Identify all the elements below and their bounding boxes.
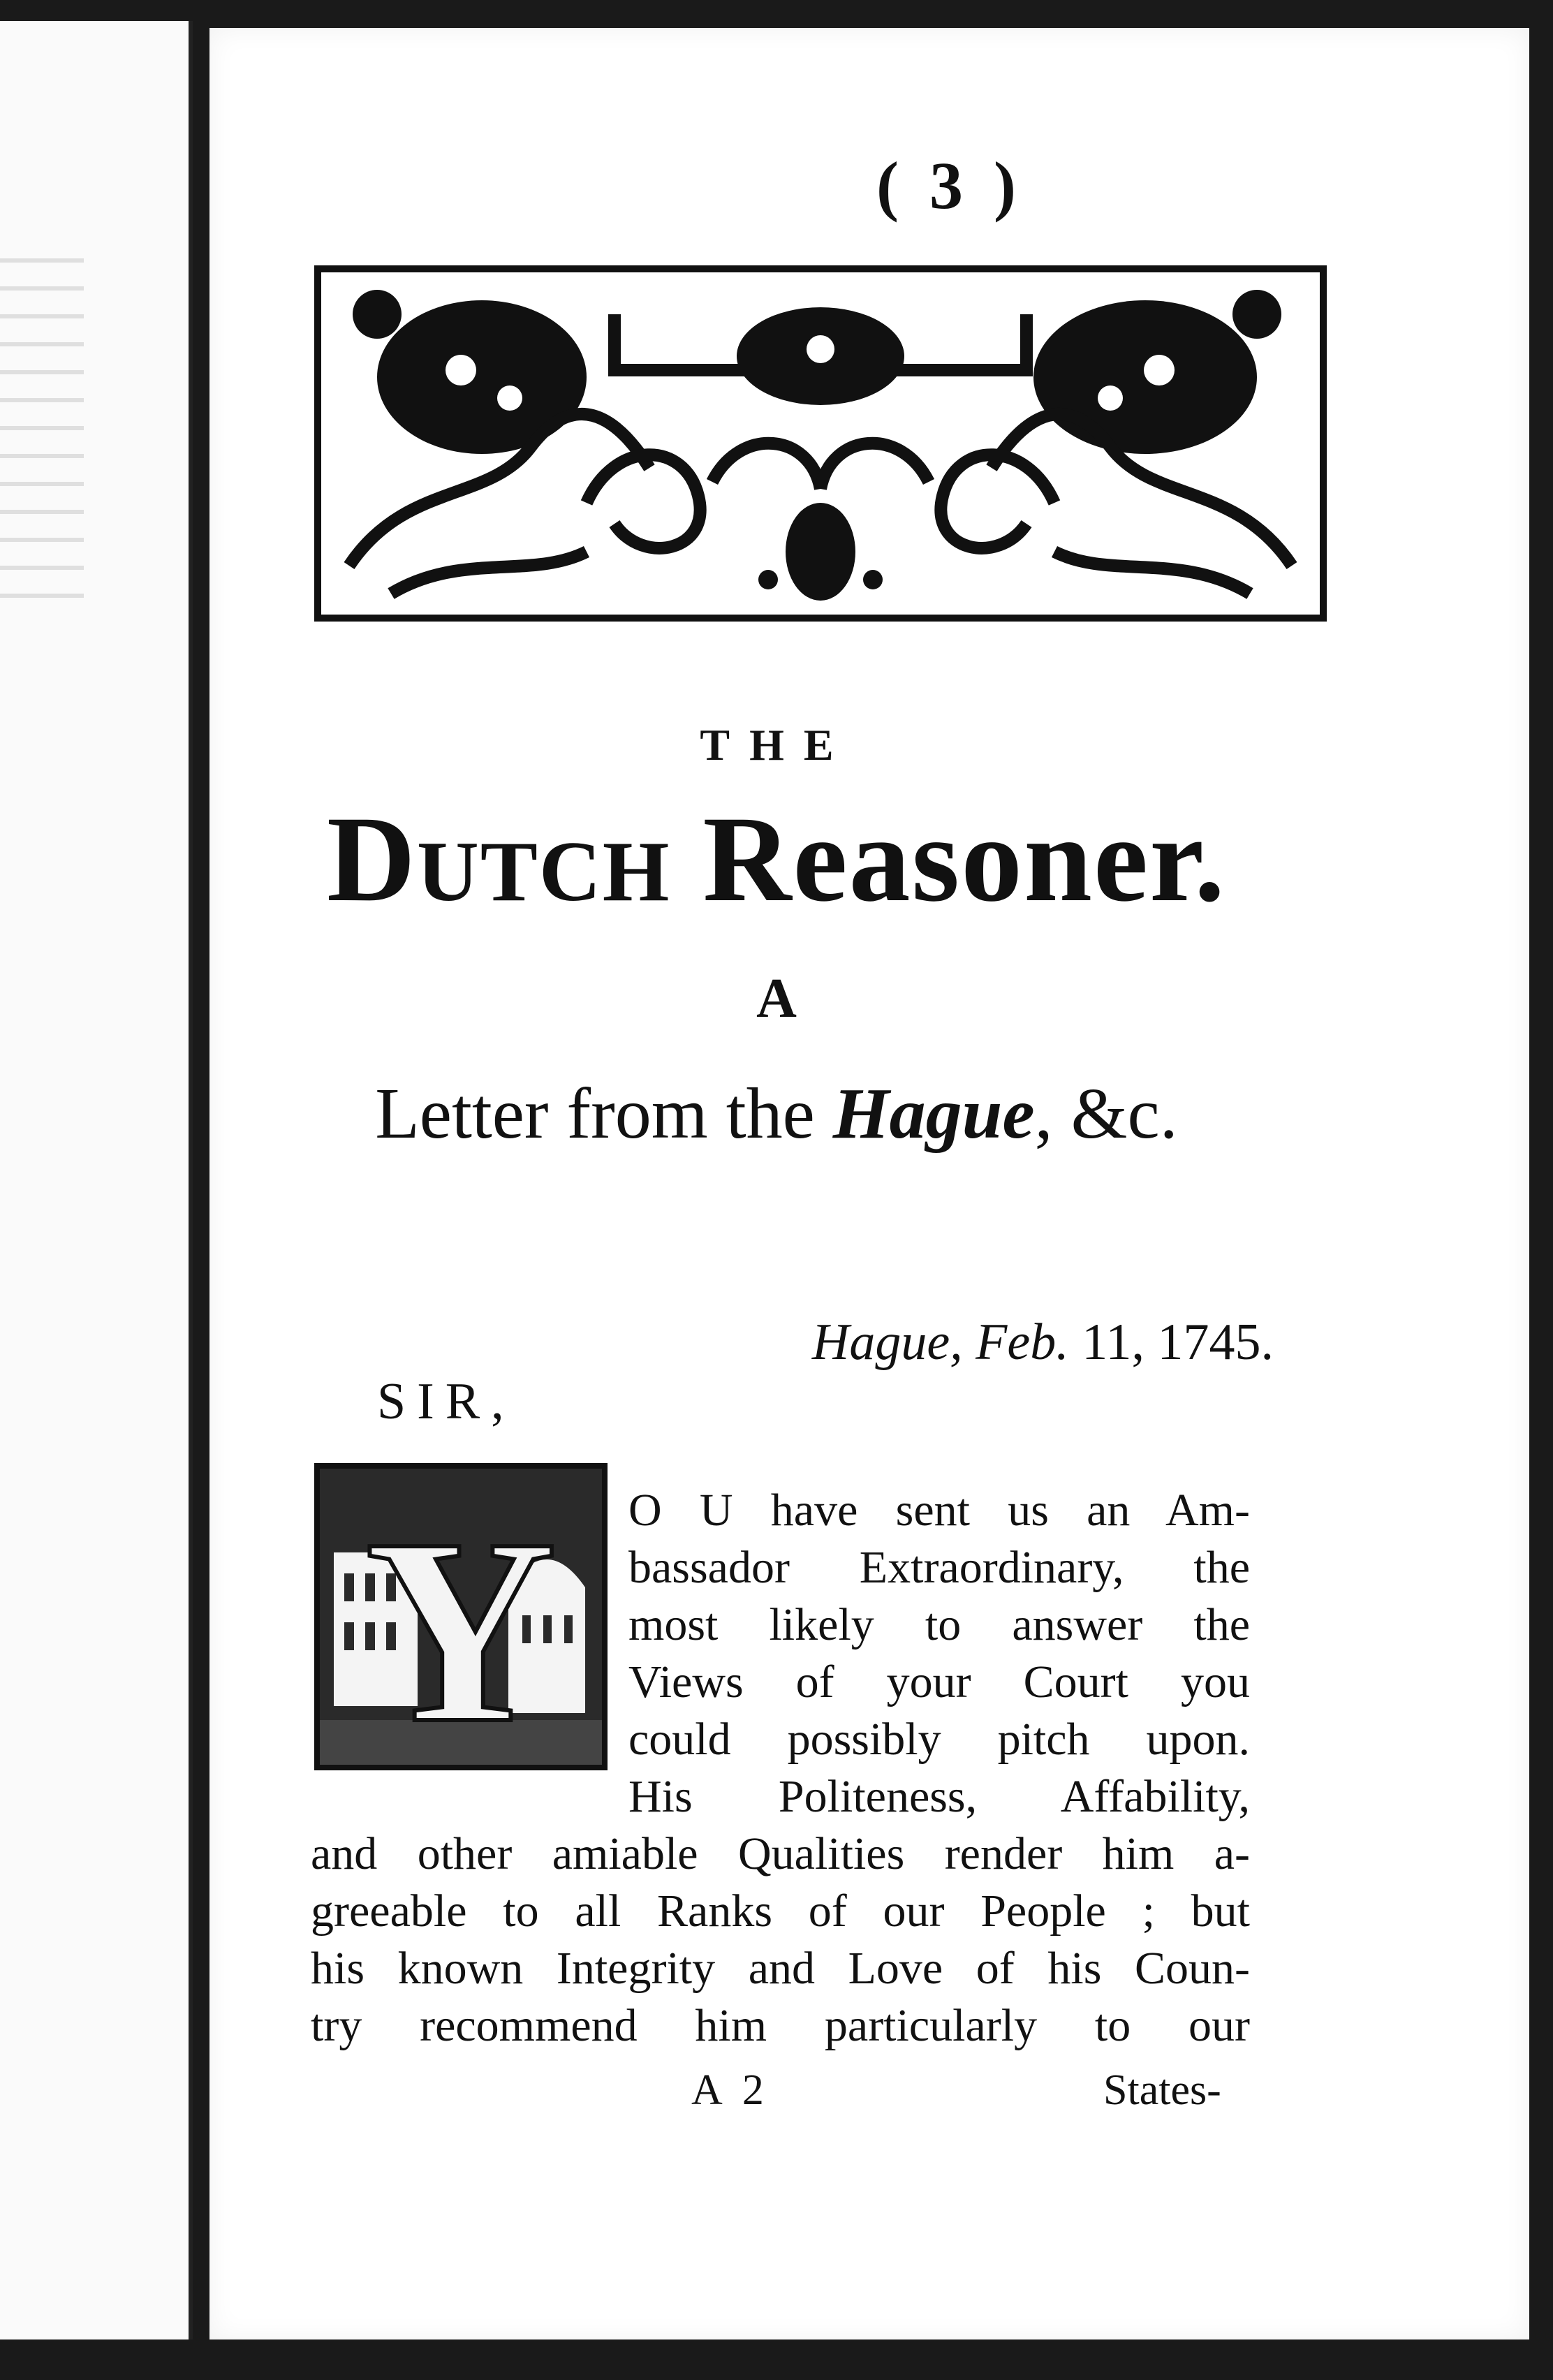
subtitle: [0, 1072, 1553, 1155]
body-line: and other amiable Qualities render him a-: [311, 1828, 1250, 1879]
dateline-date: 11, 1745.: [1082, 1314, 1274, 1371]
body-line: O U have sent us an Am-: [628, 1485, 1250, 1536]
title-article: A: [756, 968, 797, 1029]
page-number: ( 3 ): [876, 148, 1023, 223]
body-line: could possibly pitch upon.: [628, 1714, 1250, 1765]
initial-letter-icon: [320, 1469, 602, 1765]
decorated-initial: [314, 1463, 608, 1770]
subtitle-end: , &c.: [1034, 1073, 1178, 1154]
body-line: greeable to all Ranks of our People ; but: [311, 1886, 1250, 1937]
body-line: His Politeness, Affability,: [628, 1771, 1250, 1822]
body-line: most likely to answer the: [628, 1599, 1250, 1650]
bleed-through-marks: [0, 258, 84, 608]
salutation: SIR,: [377, 1373, 515, 1430]
main-title: [0, 789, 1553, 930]
title-first-word: Dutch: [326, 791, 671, 927]
body-line: bassador Extraordinary, the: [628, 1542, 1250, 1593]
subtitle-start: Letter from the: [375, 1073, 815, 1154]
title-second-word: Reasoner.: [702, 791, 1227, 927]
dateline-place: Hague, Feb.: [811, 1314, 1069, 1371]
catchword: States-: [1103, 2066, 1221, 2114]
body-line: Views of your Court you: [628, 1657, 1250, 1707]
title-the: THE: [700, 720, 853, 770]
dateline: [0, 1313, 1553, 1372]
facing-page-edge: [0, 21, 193, 2339]
signature-mark: A 2: [691, 2066, 770, 2114]
subtitle-place: Hague: [832, 1073, 1035, 1154]
headpiece-ornament-icon: [321, 272, 1320, 615]
initial-letter: Y: [365, 1484, 557, 1765]
ornamental-headpiece: [314, 265, 1327, 622]
body-line: try recommend him particularly to our: [311, 2000, 1250, 2051]
body-line: his known Integrity and Love of his Coun-: [311, 1943, 1250, 1994]
